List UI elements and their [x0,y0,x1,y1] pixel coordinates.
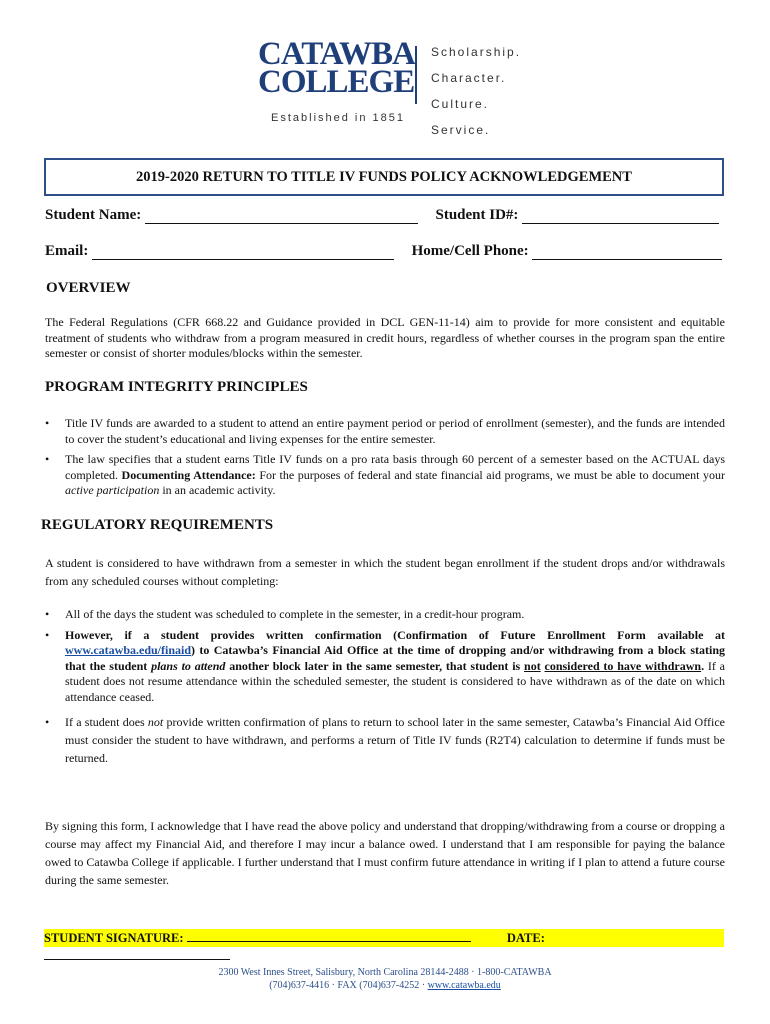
regulatory-heading: REGULATORY REQUIREMENTS [41,517,274,533]
phone-label: Home/Cell Phone: [411,243,529,259]
list-item [45,713,725,767]
form-title: 2019-2020 RETURN TO TITLE IV FUNDS POLICY ACKNOWLEDGEMENT [136,168,632,185]
logo-wordmark [258,36,415,100]
college-logo [258,36,538,140]
integrity-bullet-2-text: The law specifies that a student earns Title IV funds on a pro rata basis through 60 percent of a semester based on the ACTUAL days completed. [65,452,725,482]
student-name-label: Student Name: [45,207,142,223]
logo-line1: CATAWBA [258,36,415,72]
motto-1: Scholarship. [431,45,522,59]
footer-contact [0,979,770,992]
bullet-icon: • [45,452,50,466]
student-signature-field[interactable] [187,929,471,942]
regulatory-list [45,607,725,767]
student-id-label: Student ID#: [435,207,519,223]
signature-row [44,929,724,947]
motto-2: Character. [431,71,507,85]
regulatory-bullet-2-period: . [701,658,705,673]
bullet-icon: • [45,627,50,642]
email-label: Email: [45,243,89,259]
motto-3: Culture. [431,97,490,111]
finaid-link[interactable]: www.catawba.edu/finaid [65,643,192,657]
form-title-box [44,158,724,196]
regulatory-intro: A student is considered to have withdrawn from a semester in which the student began enrollment if the student drops and/or withdrawals from any scheduled courses without completing: [45,556,725,588]
regulatory-bullet-2-text-f: If a student does not resume attendance within the scheduled semester, the student is considered to have withdrawn as of the date on which attendance ceased. [65,658,725,704]
acknowledgement-text: By signing this form, I acknowledge that I have read the above policy and understand that dropping/withdrawing from a course or dropping a course may affect my Financial Aid, and therefore I may incur a balance owed. I understand that I am responsible for paying the balance owed to Catawba College if applicable. I further understand that I must confirm future attendance in writing if I plan to attend a future course during the same semester. [45,819,725,887]
list-item [45,628,725,706]
student-id-field[interactable] [522,209,719,224]
footer-address: 2300 West Innes Street, Salisbury, North Carolina 28144-2488 · 1-800-CATAWBA [218,967,552,978]
overview-text: The Federal Regulations (CFR 668.22 and Guidance provided in DCL GEN-11-14) aim to provide for more consistent and equitable treatment of students who withdraw from a program measured in credit hours, regardless of whether courses in the program span the entire semester or consist of shorter modules/blocks within the semester. [45,315,725,360]
integrity-bullet-2-text-b: For the purposes of federal and state financial aid programs, we must be able to document your [255,467,725,482]
logo-line2: COLLEGE [258,64,415,100]
website-link[interactable]: www.catawba.edu [427,980,501,991]
plans-to-attend-text: plans to attend [151,658,226,673]
documenting-attendance-label: Documenting Attendance: [121,467,256,482]
list-item [45,607,725,623]
considered-withdrawn-text: considered to have withdrawn [544,658,702,673]
email-phone-row [45,243,725,260]
integrity-heading: PROGRAM INTEGRITY PRINCIPLES [45,379,308,395]
regulatory-bullet-2-text-b: ) to Catawba’s Financial Aid Office at the time of dropping and/or withdrawing from a block stating that the student [65,643,725,673]
integrity-bullet-2-text-c: in an academic activity. [159,483,276,497]
active-participation-text: active participation [65,483,160,497]
list-item [45,452,725,499]
date-field[interactable] [44,947,230,960]
student-name-field[interactable] [145,209,418,224]
regulatory-bullet-1: All of the days the student was scheduled to complete in the semester, in a credit-hour program. [65,607,525,621]
integrity-bullet-1: Title IV funds are awarded to a student to attend an entire payment period or period of enrollment (semester), and the funds are intended to cover the student’s educational and living expenses for the entire semester. [65,416,725,446]
name-id-row [45,207,725,224]
regulatory-bullet-2-text: However, if a student provides written confirmation (Confirmation of Future Enrollment Form available at [65,627,725,642]
integrity-list [45,416,725,499]
logo-mottos [431,42,521,146]
date-label: DATE: [506,931,545,945]
regulatory-bullet-2-text-c: another block later in the same semester, that student is [225,658,525,673]
student-signature-label: STUDENT SIGNATURE: [44,931,184,945]
bullet-icon: • [45,416,50,430]
footer-phone-fax: (704)637-4416 · FAX (704)637-4252 · [269,980,428,991]
regulatory-bullet-3-text-b: provide written confirmation of plans to return to school later in the same semester, Catawba’s Financial Aid Office must consider the student to have withdrawn, and performs a return of Title IV funds (R2T4) calculation to determine if funds must be returned. [65,715,725,765]
bullet-icon: • [45,607,50,621]
not-italic-text: not [147,715,164,729]
list-item [45,416,725,447]
email-field[interactable] [92,245,394,260]
phone-field[interactable] [532,245,722,260]
overview-heading: OVERVIEW [46,280,131,296]
regulatory-bullet-3-text: If a student does [65,715,148,729]
motto-4: Service. [431,123,491,137]
not-text: not [524,658,541,673]
logo-established: Established in 1851 [271,112,406,124]
bullet-icon: • [45,715,50,729]
logo-divider [415,46,417,104]
